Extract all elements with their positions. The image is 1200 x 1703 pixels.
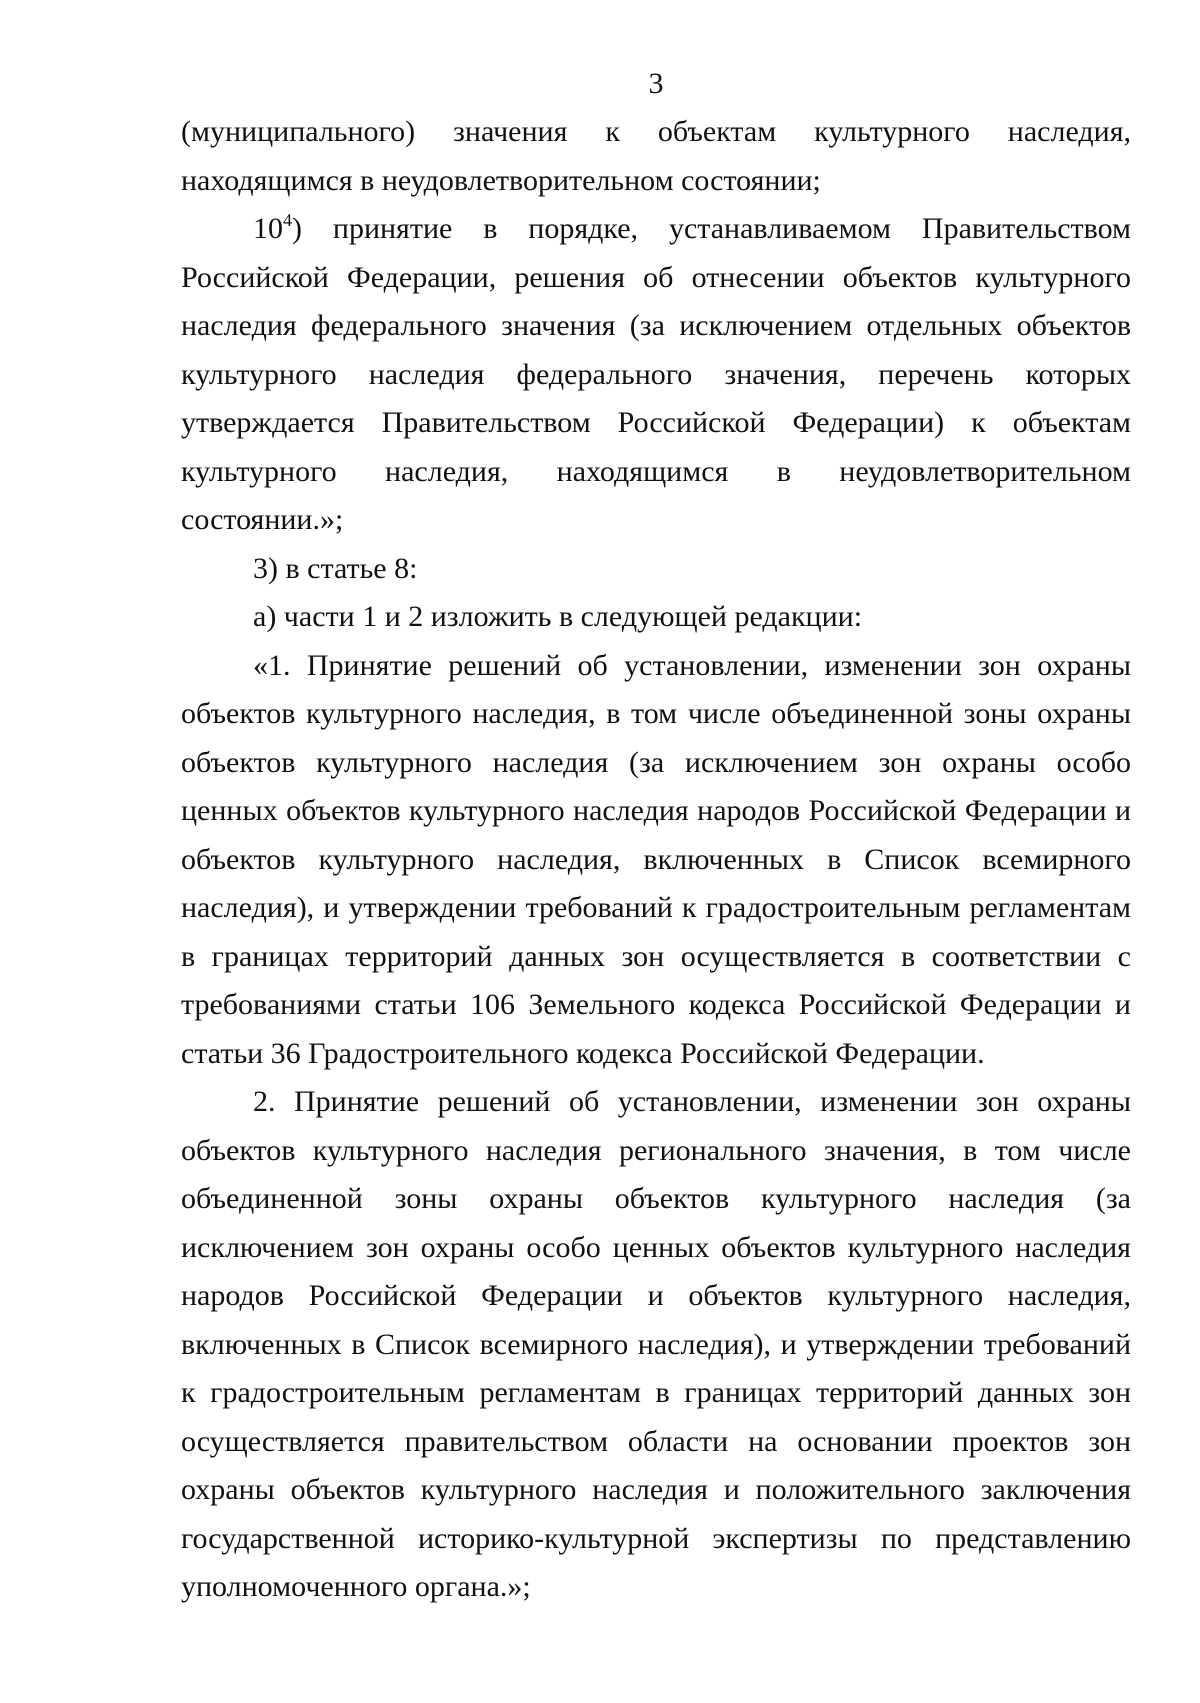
- item-superscript: 4: [283, 210, 292, 230]
- paragraph-part-1: «1. Принятие решений об установлении, изменении зон охраны объектов культурного наследия, в том числе объединенной зоны охраны объектов культурного наследия (за исключением зон охраны особо ценных объектов культурного наследия народов Российской Федерации и объектов культурного наследия, включенных в Список всемирного наследия), и утверждении требований к градостроительным регламентам в границах территорий данных зон осуществляется в соответствии с требованиями статьи 106 Земельного кодекса Российской Федерации и статьи 36 Градостроительного кодекса Российской Федерации.: [181, 648, 1131, 1070]
- paragraph-subitem-a: а) части 1 и 2 изложить в следующей редакции:: [253, 600, 863, 633]
- paragraph-article-8: 3) в статье 8:: [253, 551, 418, 585]
- item-text: ) принятие в порядке, устанавливаемом Правительством Российской Федерации, решения об отнесении объектов культурного наследия федерального значения (за исключением отдельных объектов культурного наследия федерального значения, перечень которых утверждается Правительством Российской Федерации) к объектам культурного наследия, находящимся в неудовлетворительном состоянии.»;: [181, 212, 1131, 536]
- paragraph-item-10-4: [181, 205, 1131, 545]
- paragraph-continuation: (муниципального) значения к объектам культурного наследия, находящимся в неудовлетворительном состоянии;: [181, 115, 1131, 197]
- item-number: 10: [253, 212, 283, 245]
- document-page: [181, 60, 1131, 1612]
- paragraph-part-2: 2. Принятие решений об установлении, изменении зон охраны объектов культурного наследия регионального значения, в том числе объединенной зоны охраны объектов культурного наследия (за исключением зон охраны особо ценных объектов культурного наследия народов Российской Федерации и объектов культурного наследия, включенных в Список всемирного наследия), и утверждении требований к градостроительным регламентам в границах территорий данных зон осуществляется правительством области на основании проектов зон охраны объектов культурного наследия и положительного заключения государственной историко-культурной экспертизы по представлению уполномоченного органа.»;: [181, 1085, 1131, 1603]
- page-number: 3: [648, 67, 664, 100]
